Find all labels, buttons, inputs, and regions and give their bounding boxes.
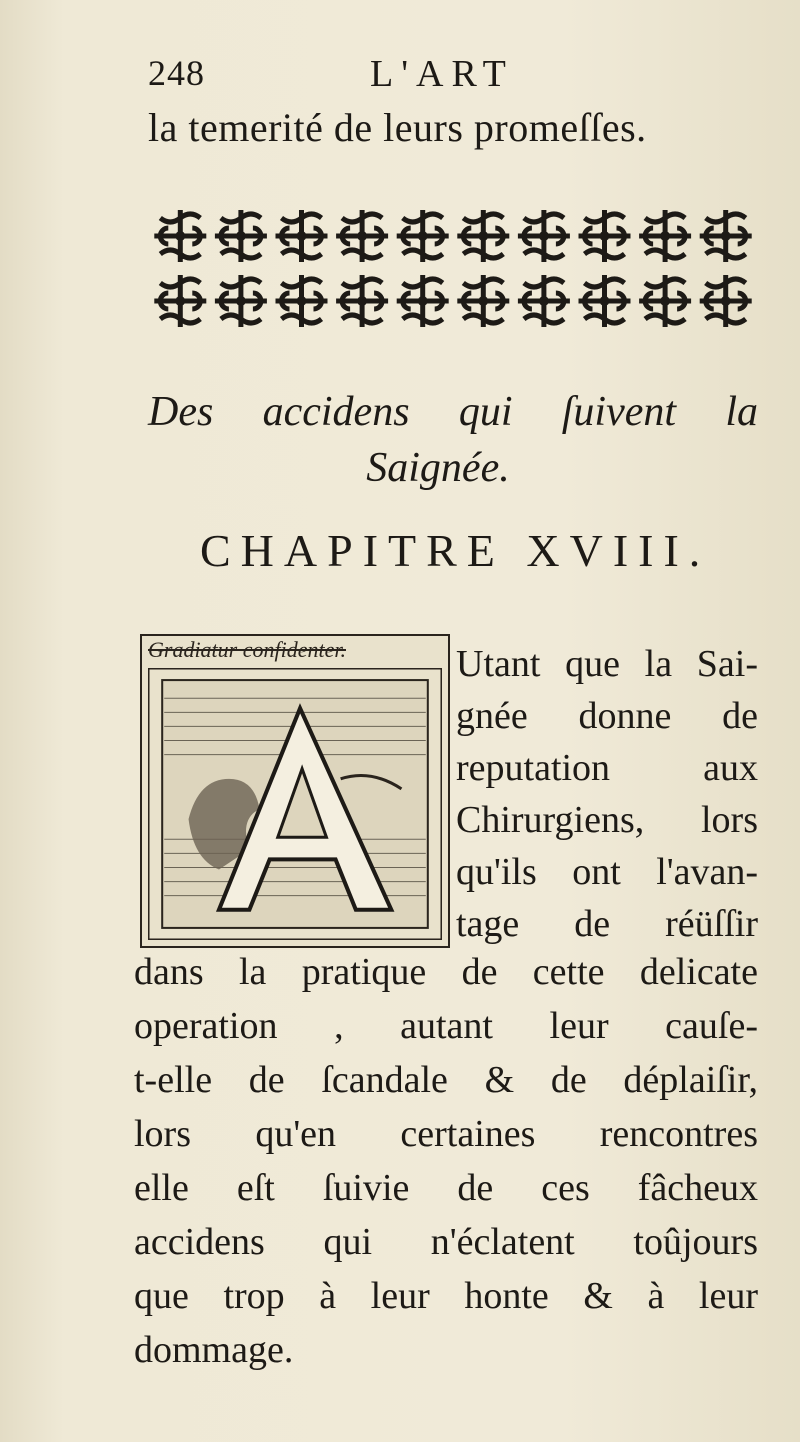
ornamental-headpiece — [150, 204, 756, 334]
fleuron-ornament — [215, 275, 267, 327]
fleuron-ornament — [336, 210, 388, 262]
chapter-heading: CHAPITRE XVIII. — [200, 525, 711, 576]
fleuron-ornament — [457, 210, 509, 262]
page-number: 248 — [148, 53, 205, 93]
section-title-line-2: Saignée. — [366, 445, 510, 491]
text-line: Utant que la Sai- — [456, 643, 758, 685]
title-word: ſuivent — [561, 389, 677, 435]
text-line: accidens qui n'éclatent toûjours — [134, 1221, 758, 1263]
text-line: operation , autant leur cauſe- — [134, 1005, 758, 1047]
fleuron-ornament — [700, 275, 752, 327]
text-line: elle eſt ſuivie de ces fâcheux — [134, 1167, 758, 1209]
title-word: la — [725, 389, 758, 435]
fleuron-ornament — [700, 210, 752, 262]
decorated-initial — [140, 634, 450, 948]
text-line: lors qu'en certaines rencontres — [134, 1113, 758, 1155]
running-head: L'ART — [370, 53, 514, 95]
initial-motto-banner: Gradiatur confidenter. — [148, 637, 346, 662]
title-word: Des — [148, 389, 214, 435]
text-line: t-elle de ſcandale & de déplaiſir, — [134, 1059, 758, 1101]
fleuron-ornament — [336, 275, 388, 327]
fleuron-ornament — [215, 210, 267, 262]
title-word: qui — [458, 389, 513, 435]
text-line: tage de réüſſir — [456, 903, 758, 945]
fleuron-ornament — [154, 275, 206, 327]
text-line: dans la pratique de cette delicate — [134, 951, 758, 993]
carry-over-line: la temerité de leurs promeſſes. — [148, 105, 647, 150]
fleuron-ornament — [639, 275, 691, 327]
page-header — [148, 52, 758, 112]
text-line: dommage. — [134, 1329, 294, 1371]
text-line: Chirurgiens, lors — [456, 799, 758, 841]
title-word: accidens — [262, 389, 410, 435]
fleuron-ornament — [457, 275, 509, 327]
fleuron-ornament — [397, 210, 449, 262]
section-title-line-1 — [148, 384, 758, 440]
fleuron-ornament — [397, 275, 449, 327]
text-line: qu'ils ont l'avan- — [456, 851, 758, 893]
text-line: gnée donne de — [456, 695, 758, 737]
fleuron-ornament — [579, 210, 631, 262]
text-line: que trop à leur honte & à leur — [134, 1275, 758, 1317]
initial-engraving — [148, 668, 442, 940]
fleuron-ornament — [518, 275, 570, 327]
section-title — [148, 384, 758, 496]
fleuron-ornament — [276, 210, 328, 262]
fleuron-ornament — [639, 210, 691, 262]
fleuron-ornament — [276, 275, 328, 327]
fleuron-ornament — [154, 210, 206, 262]
fleuron-ornament — [518, 210, 570, 262]
fleuron-ornament — [579, 275, 631, 327]
text-line: reputation aux — [456, 747, 758, 789]
